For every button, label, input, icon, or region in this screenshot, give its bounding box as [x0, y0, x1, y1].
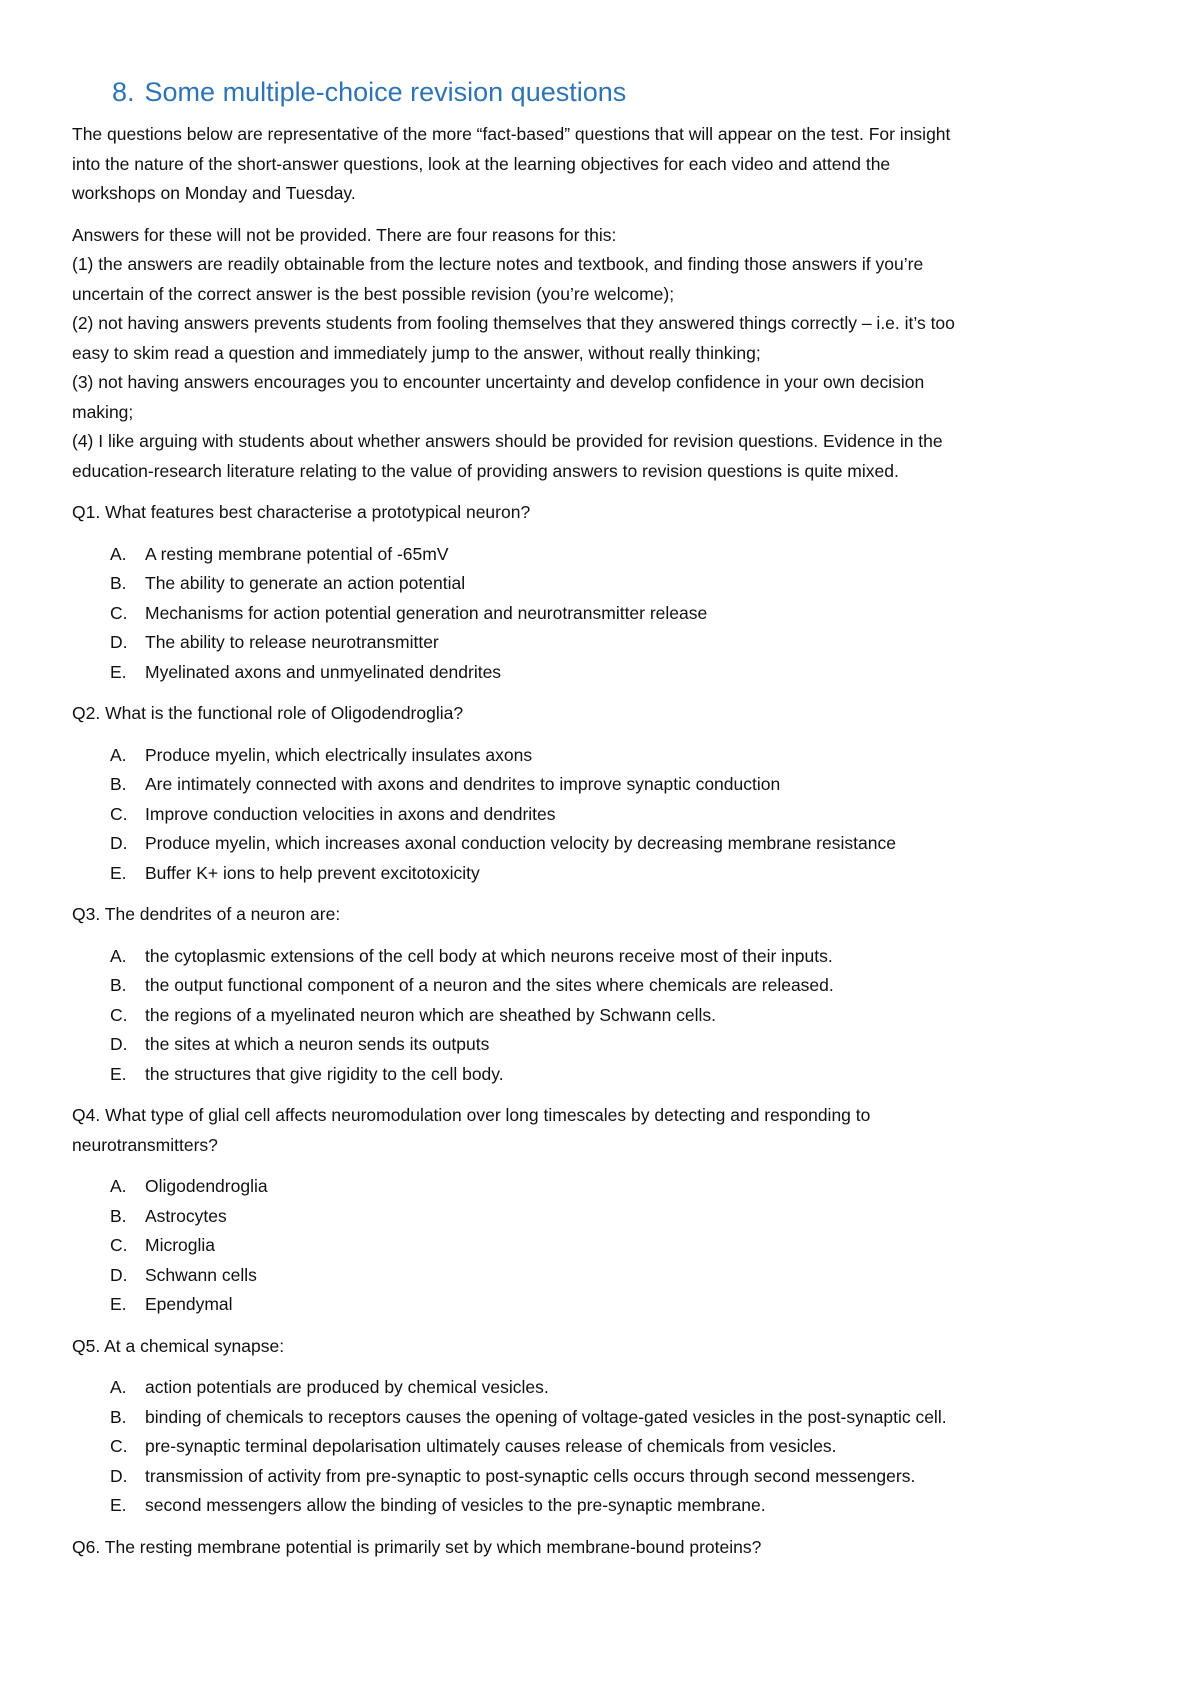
- intro-line: workshops on Monday and Tuesday.: [72, 183, 356, 203]
- question-number: Q6.: [72, 1536, 101, 1557]
- option-text: Microglia: [145, 1235, 216, 1255]
- option-letter: D.: [110, 1034, 128, 1054]
- option-text: Mechanisms for action potential generation and neurotransmitter release: [145, 602, 708, 623]
- option-letter: D.: [110, 1465, 128, 1486]
- option-text: the regions of a myelinated neuron which are sheathed by Schwann cells.: [145, 1004, 717, 1025]
- option-item: [110, 1491, 1132, 1521]
- intro-line: into the nature of the short-answer questions, look at the learning objectives for each video and attend the: [72, 153, 891, 174]
- option-text: Improve conduction velocities in axons and dendrites: [145, 803, 556, 824]
- option-letter: A.: [110, 744, 127, 765]
- option-item: [110, 1172, 1132, 1202]
- option-letter: C.: [110, 1235, 128, 1255]
- question-text: neurotransmitters?: [72, 1134, 218, 1155]
- option-letter: C.: [110, 1436, 128, 1456]
- question-q3: [72, 900, 1132, 930]
- option-letter: B.: [110, 774, 127, 794]
- section-title: Some multiple-choice revision questions: [144, 77, 627, 107]
- question-q1: [72, 498, 1132, 528]
- option-text: Are intimately connected with axons and dendrites to improve synaptic conduction: [145, 774, 781, 794]
- question-text: What type of glial cell affects neuromodulation over long timescales by detecting and responding to: [105, 1105, 871, 1125]
- option-text: Oligodendroglia: [145, 1176, 268, 1196]
- option-item: [110, 971, 1132, 1001]
- option-letter: C.: [110, 602, 128, 623]
- option-item: [110, 1290, 1132, 1320]
- option-letter: E.: [110, 862, 127, 883]
- option-item: [110, 658, 1132, 688]
- option-text: Produce myelin, which increases axonal conduction velocity by decreasing membrane resistance: [145, 833, 896, 853]
- intro-line: The questions below are representative of the more “fact-based” questions that will appear on the test. For insight: [72, 124, 951, 144]
- option-item: [110, 829, 1132, 859]
- answers-note-line: education-research literature relating to the value of providing answers to revision questions is quite mixed.: [72, 460, 899, 481]
- option-letter: D.: [110, 1264, 128, 1285]
- option-item: [110, 942, 1132, 972]
- intro-paragraph: [72, 120, 1132, 209]
- option-text: Astrocytes: [145, 1205, 227, 1226]
- question-q2: [72, 699, 1132, 729]
- option-text: binding of chemicals to receptors causes the opening of voltage-gated vesicles in the post-synaptic cell.: [145, 1406, 947, 1427]
- question-text: What features best characterise a prototypical neuron?: [105, 502, 531, 522]
- option-item: [110, 1001, 1132, 1031]
- options-list-q1: [72, 540, 1132, 688]
- options-list-q3: [72, 942, 1132, 1090]
- option-item: [110, 1403, 1132, 1433]
- option-letter: C.: [110, 803, 128, 824]
- option-text: A resting membrane potential of -65mV: [145, 543, 449, 564]
- option-item: [110, 628, 1132, 658]
- option-item: [110, 1231, 1132, 1261]
- option-item: [110, 1462, 1132, 1492]
- option-text: the structures that give rigidity to the cell body.: [145, 1063, 504, 1084]
- options-list-q4: [72, 1172, 1132, 1320]
- option-text: Buffer K+ ions to help prevent excitotoxicity: [145, 862, 480, 883]
- question-q4: [72, 1101, 1132, 1160]
- answers-note-line: (3) not having answers encourages you to encounter uncertainty and develop confidence in your own decision: [72, 372, 925, 392]
- option-letter: A.: [110, 1176, 127, 1196]
- answers-note-line: (2) not having answers prevents students from fooling themselves that they answered things correctly – i.e. it’s too: [72, 313, 955, 333]
- option-item: [110, 599, 1132, 629]
- option-item: [110, 569, 1132, 599]
- option-letter: A.: [110, 1377, 127, 1397]
- option-letter: D.: [110, 632, 128, 652]
- option-item: [110, 741, 1132, 771]
- option-text: pre-synaptic terminal depolarisation ultimately causes release of chemicals from vesicles.: [145, 1436, 837, 1456]
- option-text: transmission of activity from pre-synaptic to post-synaptic cells occurs through second messengers.: [145, 1465, 916, 1486]
- option-text: Myelinated axons and unmyelinated dendrites: [145, 661, 502, 682]
- option-letter: E.: [110, 1294, 127, 1314]
- question-text: The resting membrane potential is primarily set by which membrane-bound proteins?: [104, 1536, 762, 1557]
- option-item: [110, 800, 1132, 830]
- option-text: second messengers allow the binding of vesicles to the pre-synaptic membrane.: [145, 1495, 766, 1515]
- option-letter: E.: [110, 661, 127, 682]
- answers-note-line: easy to skim read a question and immediately jump to the answer, without really thinking;: [72, 342, 761, 363]
- option-text: action potentials are produced by chemical vesicles.: [145, 1377, 549, 1397]
- option-item: [110, 1261, 1132, 1291]
- question-number: Q1.: [72, 502, 101, 522]
- option-text: The ability to generate an action potential: [145, 573, 466, 593]
- option-letter: E.: [110, 1063, 127, 1084]
- question-text: At a chemical synapse:: [104, 1335, 285, 1356]
- question-number: Q3.: [72, 904, 101, 924]
- option-item: [110, 1373, 1132, 1403]
- option-item: [110, 1432, 1132, 1462]
- option-letter: C.: [110, 1004, 128, 1025]
- option-item: [110, 1030, 1132, 1060]
- question-number: Q4.: [72, 1105, 101, 1125]
- document-page: [72, 74, 1132, 1574]
- section-heading: [112, 74, 1132, 110]
- option-letter: B.: [110, 975, 127, 995]
- question-text: What is the functional role of Oligodendroglia?: [105, 703, 464, 723]
- option-item: [110, 859, 1132, 889]
- answers-note-paragraph: [72, 221, 1132, 487]
- question-text: The dendrites of a neuron are:: [104, 904, 341, 924]
- section-number: 8.: [112, 77, 135, 107]
- option-item: [110, 1060, 1132, 1090]
- answers-note-line: Answers for these will not be provided. There are four reasons for this:: [72, 224, 617, 245]
- question-number: Q2.: [72, 703, 101, 723]
- option-text: Produce myelin, which electrically insulates axons: [145, 744, 533, 765]
- option-letter: D.: [110, 833, 128, 853]
- options-list-q5: [72, 1373, 1132, 1521]
- option-text: the cytoplasmic extensions of the cell body at which neurons receive most of their inputs.: [145, 945, 833, 966]
- option-item: [110, 770, 1132, 800]
- option-item: [110, 540, 1132, 570]
- option-text: Ependymal: [145, 1294, 233, 1314]
- answers-note-line: uncertain of the correct answer is the best possible revision (you’re welcome);: [72, 283, 675, 304]
- option-letter: B.: [110, 1406, 127, 1427]
- answers-note-line: (4) I like arguing with students about whether answers should be provided for revision questions. Evidence in the: [72, 431, 943, 451]
- option-text: The ability to release neurotransmitter: [145, 632, 439, 652]
- option-letter: E.: [110, 1495, 127, 1515]
- option-letter: B.: [110, 573, 127, 593]
- question-q5: [72, 1332, 1132, 1362]
- option-text: the output functional component of a neuron and the sites where chemicals are released.: [145, 975, 834, 995]
- answers-note-line: making;: [72, 401, 134, 422]
- option-letter: A.: [110, 543, 127, 564]
- question-number: Q5.: [72, 1335, 101, 1356]
- options-list-q2: [72, 741, 1132, 889]
- option-item: [110, 1202, 1132, 1232]
- option-letter: A.: [110, 945, 127, 966]
- question-q6: [72, 1533, 1132, 1563]
- option-letter: B.: [110, 1205, 127, 1226]
- option-text: the sites at which a neuron sends its outputs: [145, 1034, 490, 1054]
- answers-note-line: (1) the answers are readily obtainable from the lecture notes and textbook, and finding those answers if you’re: [72, 254, 924, 274]
- option-text: Schwann cells: [145, 1264, 257, 1285]
